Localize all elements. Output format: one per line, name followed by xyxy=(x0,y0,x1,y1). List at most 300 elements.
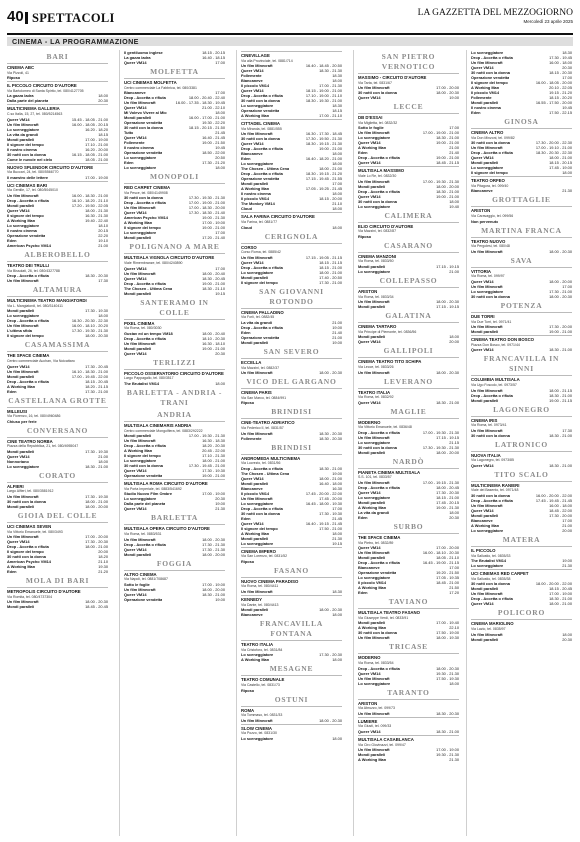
film-title: Queer VM14 xyxy=(471,278,494,284)
film-title: Dalla parte del pianeta xyxy=(7,98,49,104)
showtimes: 17.00 - 19.00 xyxy=(202,581,225,587)
film-title: Queer VM14 xyxy=(241,68,264,74)
showtimes: 17.00 xyxy=(449,125,459,131)
film-title: Lo sceneggiatore xyxy=(7,222,40,228)
film-title: Drop - Accetta o rifiuta xyxy=(7,378,49,384)
film-title: Lo sceneggiatore xyxy=(358,439,391,445)
film-title: Eden xyxy=(7,569,17,575)
screening-row xyxy=(7,243,108,248)
screening-row xyxy=(124,506,225,511)
film-title: Il piccolo VM14 xyxy=(471,90,500,95)
film-title: Mondi paralleli xyxy=(241,339,269,345)
showtimes: 21.45 xyxy=(215,130,225,136)
film-title: Lo sceneggiatore xyxy=(358,203,391,209)
cinema-name: RED CARPET CINEMA xyxy=(124,183,225,191)
film-title: Mondi paralleli xyxy=(471,513,499,519)
film-title: Follemente xyxy=(241,73,262,79)
cinema-address: Via Pergolesi, tel. 080/48 xyxy=(471,244,510,249)
film-title: Queer VM14 xyxy=(7,116,30,122)
film-title: A Working Man xyxy=(471,85,500,90)
showtimes: 21.00 xyxy=(98,453,108,459)
showtimes: 17.50 - 19.30 xyxy=(436,675,459,681)
cinema-name: KENNEDY xyxy=(241,595,342,603)
showtimes: 16.45 - 18.00 - 19.30 xyxy=(305,500,342,506)
showtimes: 18.00 - 20.30 xyxy=(85,333,108,339)
screening-row xyxy=(241,113,342,118)
film-title: 30 notti con la donna xyxy=(7,499,46,505)
showtimes: 16.00 - 18.00 xyxy=(549,503,572,509)
film-title: Mondi paralleli xyxy=(124,433,152,439)
showtimes: 17.30 - 19.30 xyxy=(85,308,108,314)
listing-column-2 xyxy=(124,50,225,836)
cinema-address: Via Mazzini, tel. 0832/87 xyxy=(358,229,397,234)
section-band-title: CINEMA - LA PROGRAMMAZIONE xyxy=(12,37,139,46)
showtimes: 18.00 xyxy=(215,380,225,386)
cinema-address: Largo Pappagallo, tel. 080/3517 xyxy=(124,376,174,381)
showtimes: 19.15 xyxy=(215,290,225,296)
showtimes: 16.30 - 18.10 xyxy=(202,340,225,346)
cinema-name: ANDROMEDA MULTICINEMA xyxy=(241,454,342,462)
showtimes: 18.00 - 21.00 xyxy=(319,269,342,275)
cinema-address: Via San Lorenzo, tel. 0831/52 xyxy=(241,554,288,559)
showtimes: 17.00 - 18.30 - 20.00 xyxy=(188,205,225,211)
cinema-address: Via Buccari, 24, tel. 080/5566770 xyxy=(7,170,59,175)
film-title: Biancaneve xyxy=(471,188,493,194)
film-title: Riposo xyxy=(7,75,21,81)
film-title: 30 notti con la donna xyxy=(7,151,46,157)
cinema-name: UCI CINEMAS MOLFETTA xyxy=(124,78,225,86)
showtimes: 18.30 - 21.30 xyxy=(319,68,342,74)
showtimes: 20.50 xyxy=(215,155,225,161)
cinema-name: CINEMA PALLADINO xyxy=(241,308,342,316)
film-title: Eden xyxy=(241,515,251,521)
cinema-name: ARISTON xyxy=(358,699,459,707)
showtimes: 16.30 - 21.30 xyxy=(85,212,108,218)
film-title: Queer VM14 xyxy=(241,259,264,265)
showtimes: 16.40 - 18.00 xyxy=(319,480,342,486)
screening-row xyxy=(124,473,225,478)
showtimes: 17.00 xyxy=(215,60,225,65)
film-title: A Working Man xyxy=(241,530,270,536)
cinema-address: Piazza Don Bosco, tel. 0971/44 xyxy=(471,342,520,347)
screening-row xyxy=(124,552,225,557)
film-title: Un film Minecraft xyxy=(241,370,273,376)
film-title: Lo sceneggiatore xyxy=(7,463,40,469)
showtimes: 18.30 - 21.10 xyxy=(202,285,225,291)
cinema-name: THE SPACE CINEMA xyxy=(7,351,108,359)
cinema-name: MODERNO xyxy=(358,653,459,661)
header-rule xyxy=(7,33,573,35)
film-title: Nonnoriano xyxy=(7,458,29,464)
cinema-address: Via Pitagora, tel. 099/40 xyxy=(471,183,509,188)
film-title: Lo sceneggiatore xyxy=(358,268,391,274)
film-title: Un film Minecraft xyxy=(241,430,273,436)
showtimes: 17.00 - 19.10 - 21.00 xyxy=(535,145,572,151)
film-title: Drop - Accetta o rifiuta xyxy=(358,560,400,566)
showtimes: 19.20 - 21.50 xyxy=(436,570,459,576)
film-title: Drop - Accetta o rifiuta xyxy=(241,465,283,471)
showtimes: 16.00 - 20.00 - 22.00 xyxy=(535,493,572,499)
film-title: Un film Minecraft xyxy=(124,340,156,346)
film-title: Lo sceneggiatore xyxy=(471,288,504,294)
showtimes: 17.20 - 19.50 - 22.05 xyxy=(71,202,108,208)
showtimes: 18.30 - 21.00 xyxy=(319,465,342,471)
showtimes: 17.30 - 20.30 xyxy=(436,490,459,496)
showtimes: 18.00 - 20.30 xyxy=(85,599,108,605)
film-title: Il signore del tempo xyxy=(124,453,161,459)
film-title: Drop - Accetta o rifiuta xyxy=(358,155,400,161)
film-title: Drop - Accetta o rifiuta xyxy=(7,544,49,550)
film-title: Un film Minecraft xyxy=(124,536,156,542)
cinema-name: NUOVO CINEMA PARADISO xyxy=(241,577,342,585)
showtimes: 17.30 xyxy=(98,278,108,284)
showtimes: 18.00 xyxy=(332,612,342,618)
film-title: Biancaneve xyxy=(471,518,493,524)
showtimes: 18.00 xyxy=(449,680,459,686)
film-title: A Working Man xyxy=(358,585,387,591)
film-title: Follemente xyxy=(471,95,492,100)
showtimes: 18.00 xyxy=(449,334,459,340)
film-title: Queer VM14 xyxy=(241,141,264,147)
city-heading: POLICORO xyxy=(497,608,546,618)
film-title: Il signore del tempo xyxy=(124,225,161,231)
showtimes: 17.00 - 19.00 xyxy=(436,747,459,753)
film-title: Il signore del tempo xyxy=(7,549,44,555)
showtimes: 17.00 - 19.00 xyxy=(85,136,108,142)
showtimes: 18.30 xyxy=(562,50,572,55)
cinema-address: Via L. Mangiatordi, tel. 080/3140411 xyxy=(7,303,63,308)
city-heading: POTENZA xyxy=(500,300,543,310)
showtimes: 18.45 - 20.45 xyxy=(85,604,108,610)
showtimes: 17.30 - 19.30 xyxy=(85,494,108,500)
showtimes: 18.00 - 20.30 xyxy=(549,293,572,299)
film-title: Drop - Accetta o rifiuta xyxy=(358,429,400,435)
showtimes: 18.00 - 20.30 xyxy=(549,248,572,254)
film-title: Lo sceneggiatore xyxy=(241,652,274,658)
cinema-name: SLOW CINEMA xyxy=(241,724,342,732)
film-title: Drop - Accetta o rifiuta xyxy=(358,665,400,671)
screening-row xyxy=(471,188,572,193)
cinema-name: MULTISALA OPERA CIRCUITO D'AUTORE xyxy=(124,524,225,532)
screening-row xyxy=(471,170,572,175)
film-title: 30 notti con la donna xyxy=(358,198,397,204)
film-title: 30 notti con la donna xyxy=(471,70,510,75)
showtimes: 17.30 - 20.00 - 22.30 xyxy=(535,140,572,146)
film-title: Il nostro cinema xyxy=(7,146,37,152)
film-title: Eden xyxy=(471,110,481,115)
film-title: Un film Minecraft xyxy=(358,85,390,91)
cinema-name: ELIO CIRCUITO D'AUTORE xyxy=(358,222,459,230)
film-title: Queer VM14 xyxy=(471,65,494,70)
showtimes: 17.30 - 19.30 xyxy=(85,448,108,454)
showtimes: 16.20 - 20.00 xyxy=(85,146,108,152)
showtimes: 19.00 - 21.00 xyxy=(202,225,225,231)
cinema-name: TEATRO ITALIA xyxy=(241,640,342,648)
film-title: The Chosen - Ultima Cena xyxy=(124,285,173,291)
screening-row xyxy=(241,225,342,230)
cinema-name: COLUMBIA MULTISALA xyxy=(471,375,572,383)
film-title: Un film Minecraft xyxy=(471,60,503,65)
showtimes: 17.00 - 20.00 xyxy=(436,545,459,551)
film-title: Lo sceneggiatore xyxy=(241,269,274,275)
screening-row xyxy=(124,381,225,386)
film-title: Un film Minecraft xyxy=(358,710,390,716)
film-title: Mondi paralleli xyxy=(471,636,499,642)
screening-row xyxy=(7,569,108,574)
film-title: Mondi paralleli xyxy=(241,181,269,187)
showtimes: 18.00 - 20.30 xyxy=(436,665,459,671)
showtimes: 16.00 - 18.10 - 20.20 xyxy=(71,323,108,329)
screening-row xyxy=(358,515,459,520)
film-title: A Working Man xyxy=(358,145,387,151)
listing-column-5 xyxy=(471,50,572,836)
showtimes: 18.00 xyxy=(332,206,342,212)
screening-row xyxy=(358,204,459,209)
film-title: 30 notti con la donna xyxy=(7,554,46,560)
screening-row xyxy=(241,718,342,723)
showtimes: 21.00 xyxy=(332,334,342,340)
showtimes: 17.50 - 22.15 xyxy=(549,110,572,115)
film-title: Eden xyxy=(358,515,368,521)
cinema-name: MULTISALA ROMA CIRCUITO D'AUTORE xyxy=(124,479,225,487)
film-title: Lo sceneggiatore xyxy=(471,50,504,55)
cinema-address: Via Lagonegro, tel. 0973/85 xyxy=(471,458,514,463)
showtimes: 20.00 xyxy=(562,528,572,534)
cinema-address: Via Gentile, 17, tel. 080/5045010 xyxy=(7,188,58,193)
cinema-name: CITTADEL CINEMA xyxy=(241,119,342,127)
film-title: Un film Minecraft xyxy=(471,631,503,637)
film-title: Drop - Accetta o rifiuta xyxy=(241,171,283,177)
film-title: Queer VM14 xyxy=(358,729,381,734)
film-title: A Working Man xyxy=(358,625,387,631)
film-title: Queer VM14 xyxy=(7,539,30,545)
showtimes: 18.00 xyxy=(332,191,342,197)
showtimes: 19.00 - 21.50 xyxy=(202,140,225,146)
film-title: Mondi paralleli xyxy=(358,304,386,310)
showtimes: 16.30 - 18.30 xyxy=(202,438,225,444)
cinema-address: Via Giuseppe Verdi, tel. 0833/91 xyxy=(358,615,409,620)
film-title: Mondi paralleli xyxy=(7,308,35,314)
film-title: La gazza ladra xyxy=(124,55,151,60)
showtimes: 19.00 - 21.30 xyxy=(202,215,225,221)
film-title: Un film Minecraft xyxy=(471,427,503,433)
listing-column-4 xyxy=(358,50,459,836)
film-title: Un film Minecraft xyxy=(124,586,156,592)
showtimes: 18.15 - 20.15 xyxy=(202,50,225,55)
cinema-name: CINE TEATRO NORBA xyxy=(7,437,108,445)
film-title: Un film Minecraft xyxy=(471,145,503,151)
cinema-name: CINEMA IMPERO xyxy=(241,547,342,555)
cinema-address: Via Principe di Piemonte, tel. 0836/56 xyxy=(358,329,417,334)
cinema-address: Via Don Minzoni, tel. 099/82 xyxy=(471,135,515,140)
cinema-address: Via Castello, tel. 0831/73 xyxy=(241,683,280,688)
film-title: Mondi paralleli xyxy=(358,183,386,189)
cinema-name: MULTISALA CASABLANCA xyxy=(358,735,459,743)
showtimes: 19.15 xyxy=(332,540,342,546)
city-heading: BARLETTA xyxy=(150,513,199,523)
film-title: Un film Minecraft xyxy=(241,589,273,595)
cinema-name: LUMIERE xyxy=(358,717,459,725)
cinema-address: Via Giusti, tel. 099/33 xyxy=(358,724,392,729)
screening-row xyxy=(7,333,108,338)
showtimes: 15.45 - 18.05 - 21.00 xyxy=(71,116,108,122)
showtimes: 17.30 - 19.45 - 21.00 xyxy=(188,463,225,469)
film-title: Queer VM14 xyxy=(358,193,381,199)
city-heading: CORATO xyxy=(38,470,77,480)
film-title: Biancaneve xyxy=(358,565,380,571)
film-title: A Working Man xyxy=(358,505,387,511)
showtimes: 18.30 - 20.30 xyxy=(85,273,108,279)
screening-row xyxy=(7,604,108,609)
film-title: A Working Man xyxy=(471,523,500,529)
film-title: Un film Minecraft xyxy=(124,270,156,276)
screening-row xyxy=(471,219,572,224)
showtimes: 19.45 xyxy=(215,145,225,151)
film-title: The Brutalist VM14 xyxy=(471,558,507,564)
showtimes: 18.00 xyxy=(98,93,108,99)
city-heading: CONVERSANO xyxy=(26,425,89,435)
film-title: A Working Man xyxy=(7,217,36,223)
film-title: Drop - Accetta o rifiuta xyxy=(241,93,283,99)
showtimes: 16.30 xyxy=(332,485,342,491)
showtimes: 16.00 - 18.30 - 21.00 xyxy=(71,192,108,198)
film-title: Operazione vendetta xyxy=(241,176,280,182)
film-title: Drop - Accetta o rifiuta xyxy=(7,197,49,203)
city-heading: GINOSA xyxy=(504,117,539,126)
city-heading: LAGONEGRO xyxy=(493,404,550,414)
film-title: Il signore del tempo xyxy=(241,279,278,285)
film-title: Tutto xyxy=(124,130,134,136)
screening-row xyxy=(7,175,108,180)
screening-row xyxy=(241,559,342,564)
cinema-name: TEATRO ITALIA xyxy=(358,388,459,396)
cinema-address: Via Pozzo, tel. 0831/30 xyxy=(241,731,277,736)
showtimes: 21.45 xyxy=(332,515,342,521)
newspaper-name: LA GAZZETTA DEL MEZZOGIORNO xyxy=(417,8,573,18)
showtimes: 21.40 xyxy=(449,150,459,156)
cinema-name: VITTORIA xyxy=(471,267,572,275)
showtimes: 19.00 - 21.00 xyxy=(202,345,225,351)
film-title: Queer VM14 xyxy=(358,140,381,146)
film-title: Eden xyxy=(124,160,134,166)
film-title: A Working Man xyxy=(124,220,153,226)
showtimes: 18.30 - 19.15 - 21.20 xyxy=(305,171,342,177)
film-title: Mondi paralleli xyxy=(7,136,35,142)
screening-row xyxy=(471,528,572,533)
film-title: Lo sceneggiatore xyxy=(124,230,157,236)
city-heading: NARDÒ xyxy=(392,456,425,466)
showtimes: 17.00 xyxy=(562,75,572,80)
cinema-name: PICCOLO OSSERVATORIO CIRCUITO D'AUTORE xyxy=(124,370,224,376)
showtimes: 18.30 - 20.30 - 22.30 xyxy=(535,150,572,156)
film-title: Il signore del tempo xyxy=(241,525,278,531)
showtimes: 18.00 xyxy=(215,165,225,171)
cinema-address: Via Federico II, tel. 0831/57 xyxy=(241,425,284,430)
city-heading: SAN PIETRO VERNOTICO xyxy=(381,52,436,71)
city-heading: BARI xyxy=(46,52,69,61)
city-heading: MARTINA FRANCA xyxy=(481,225,562,235)
cinema-name: NUOVO SPLENDOR CIRCUITO D'AUTORE xyxy=(7,163,108,171)
showtimes: 17.30 - 20.30 xyxy=(85,539,108,545)
film-title: Queer VM14 xyxy=(358,545,381,551)
showtimes: 19.00 xyxy=(562,558,572,564)
showtimes: 18.00 - 21.00 xyxy=(549,155,572,161)
city-heading: BRINDISI xyxy=(271,442,312,452)
film-title: Un film Minecraft xyxy=(7,192,39,198)
showtimes: 18.15 - 20.45 xyxy=(549,586,572,592)
showtimes: 17.30 - 20.45 xyxy=(85,363,108,369)
showtimes: 21.40 xyxy=(332,329,342,335)
cinema-address: Via Roma, tel. 0973/41 xyxy=(471,423,507,428)
showtimes: 18.30 xyxy=(332,73,342,79)
city-heading: ANDRIA xyxy=(157,409,192,419)
showtimes: 16.30 - 17.30 - 18.45 xyxy=(305,131,342,137)
header-divider xyxy=(25,12,28,24)
film-title: Operazione vendetta xyxy=(358,570,397,576)
showtimes: 17.00 xyxy=(215,230,225,236)
cinema-name: SALA FARINA CIRCUITO D'AUTORE xyxy=(241,212,342,220)
cinema-name: CINEMA MANZONI xyxy=(358,252,459,260)
cinema-address: Piazza della Repubblica, 21, tel. 080/4955047 xyxy=(7,444,79,449)
screening-row xyxy=(358,757,459,762)
showtimes: 17.00 - 19.00 xyxy=(549,591,572,597)
showtimes: 18.30 xyxy=(332,589,342,595)
film-title: Operazione vendetta xyxy=(124,150,163,156)
showtimes: 18.05 - 21.10 xyxy=(436,555,459,561)
film-title: Lo sceneggiatore xyxy=(124,155,157,161)
screening-row xyxy=(241,541,342,546)
showtimes: 17.50 - 21.00 xyxy=(319,525,342,531)
showtimes: 18.00 xyxy=(98,313,108,319)
film-title: Lo sceneggiatore xyxy=(241,161,274,167)
cinema-address: Via Bissolati, 26, tel. 080/4327788 xyxy=(7,268,60,273)
showtimes: 17.00 - 19.15 - 21.30 xyxy=(422,480,459,486)
showtimes: 19.45 xyxy=(562,105,572,110)
film-title: The Chosen - Ultima Cena xyxy=(241,166,290,172)
film-title: La vita da grandi xyxy=(7,131,38,137)
cinema-name: ARISTON xyxy=(358,287,459,295)
showtimes: 18.00 - 20.00 xyxy=(436,449,459,455)
listing-column-3 xyxy=(241,50,342,836)
showtimes: 17.30 - 21.00 xyxy=(319,279,342,285)
film-title: Drop - Accetta o rifiuta xyxy=(471,150,513,156)
showtimes: 18.30 - 20.30 xyxy=(319,435,342,441)
film-title: Un film Minecraft xyxy=(358,178,390,184)
showtimes: 17.30 - 21.20 xyxy=(202,160,225,166)
film-title: Mondi paralleli xyxy=(7,373,35,379)
film-title: Un film Minecraft xyxy=(7,534,39,540)
film-title: Queer VM14 xyxy=(241,88,264,94)
showtimes: 18.00 - 21.00 xyxy=(549,601,572,607)
cinema-name: MODERNO xyxy=(358,418,459,426)
cinema-name: MULTICINEMA TEATRO MANGIATORDI xyxy=(7,296,108,304)
film-title: Mondi paralleli xyxy=(7,448,35,454)
city-heading: TAVIANO xyxy=(388,597,429,607)
film-title: Queer VM14 xyxy=(471,347,494,353)
cinema-address: Via Roma, tel. 0833/50 xyxy=(358,259,394,264)
film-title: Il piccolo VM14 xyxy=(241,196,270,202)
screening-row xyxy=(358,590,459,595)
showtimes: 21.20 xyxy=(98,569,108,575)
cinema-address: Via Pesce, tel. 080/4149908 xyxy=(124,190,168,195)
cinema-address: Via Tarta, tel. 0831/67 xyxy=(358,80,392,85)
showtimes: 18.00 xyxy=(98,458,108,464)
showtimes: 18.20 - 21.15 xyxy=(85,383,108,389)
film-title: American Psycho VM14 xyxy=(124,215,168,221)
cinema-address: Via Ugo Foscolo, tel. 0973/57 xyxy=(471,382,517,387)
showtimes: 18.00 xyxy=(449,510,459,516)
film-title: Lo sceneggiatore xyxy=(471,563,504,569)
